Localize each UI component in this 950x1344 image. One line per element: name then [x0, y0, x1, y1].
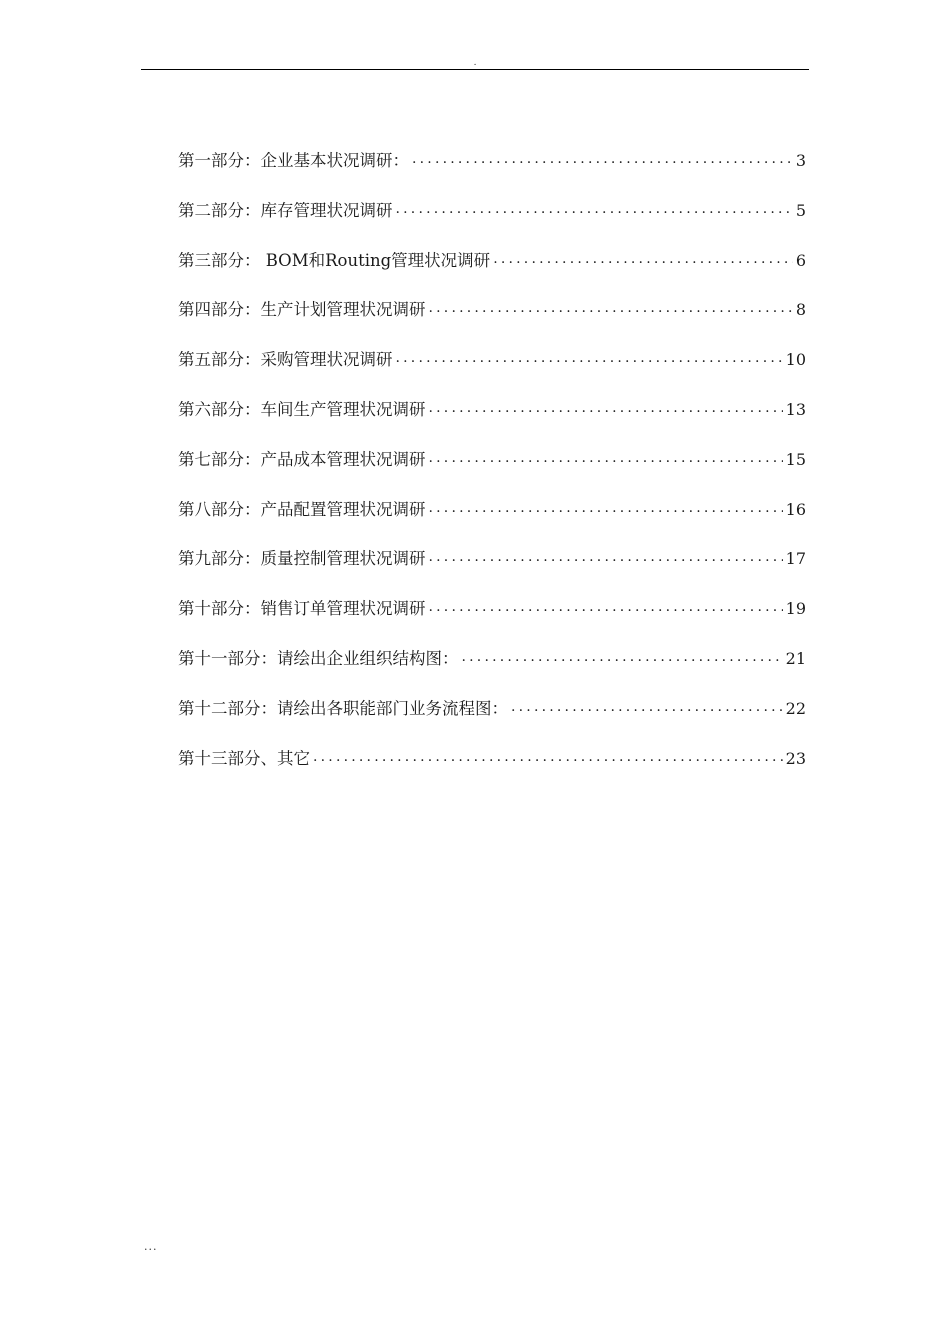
- toc-entry-page: 5: [795, 200, 806, 220]
- toc-entry-title: 第十二部分：请绘出各职能部门业务流程图：: [178, 698, 508, 718]
- toc-entry[interactable]: [178, 545, 806, 595]
- toc-dot-leader: [429, 294, 793, 322]
- toc-entry-title: 第十三部分、其它: [178, 748, 310, 768]
- toc-dot-leader: [313, 743, 783, 771]
- toc-entry-title: 第九部分：质量控制管理状况调研: [178, 549, 426, 569]
- toc-dot-leader: [429, 394, 783, 422]
- toc-entry[interactable]: [178, 645, 806, 695]
- toc-dot-leader: [429, 444, 783, 472]
- toc-entry[interactable]: [178, 346, 806, 396]
- toc-entry-title: 第一部分：企业基本状况调研：: [178, 151, 409, 170]
- toc-entry-title: 第七部分：产品成本管理状况调研: [178, 449, 426, 469]
- toc-entry[interactable]: [178, 296, 806, 346]
- toc-entry-title: 第四部分：生产计划管理状况调研: [178, 300, 426, 320]
- toc-entry-title: 第六部分：车间生产管理状况调研: [178, 399, 426, 419]
- toc-entry-page: 19: [785, 599, 806, 619]
- toc-entry[interactable]: [178, 147, 806, 197]
- toc-entry-page: 8: [795, 300, 806, 320]
- toc-entry[interactable]: [178, 745, 806, 795]
- toc-entry-page: 16: [785, 499, 806, 519]
- toc-entry-page: 23: [785, 748, 806, 768]
- toc-entry[interactable]: [178, 197, 806, 247]
- header-mark: .: [473, 58, 477, 68]
- table-of-contents: [178, 147, 806, 794]
- toc-entry-title: 第二部分：库存管理状况调研: [178, 200, 393, 220]
- toc-dot-leader: [511, 693, 783, 721]
- toc-entry[interactable]: [178, 247, 806, 297]
- toc-entry[interactable]: [178, 695, 806, 745]
- toc-dot-leader: [412, 145, 793, 173]
- toc-entry-title: 第五部分：采购管理状况调研: [178, 350, 393, 370]
- toc-dot-leader: [429, 494, 783, 522]
- toc-entry-page: 6: [795, 250, 806, 270]
- toc-entry[interactable]: [178, 595, 806, 645]
- toc-entry-page: 21: [785, 648, 806, 668]
- toc-dot-leader: [396, 195, 793, 223]
- toc-entry-title: 第八部分：产品配置管理状况调研: [178, 499, 426, 519]
- toc-entry-title: 第十一部分：请绘出企业组织结构图：: [178, 648, 459, 668]
- toc-dot-leader: [429, 593, 783, 621]
- toc-entry[interactable]: [178, 396, 806, 446]
- toc-entry-title: 第十部分：销售订单管理状况调研: [178, 599, 426, 619]
- toc-entry-page: 15: [785, 449, 806, 469]
- toc-entry[interactable]: [178, 496, 806, 546]
- toc-dot-leader: [396, 344, 783, 372]
- toc-dot-leader: [429, 543, 783, 571]
- toc-entry-title: 第三部分： BOM和Routing管理状况调研: [178, 250, 491, 270]
- toc-entry-page: 10: [785, 350, 806, 370]
- footer-mark: ...: [144, 1240, 158, 1253]
- header-rule: [141, 69, 809, 70]
- toc-dot-leader: [462, 643, 783, 671]
- toc-dot-leader: [493, 245, 793, 273]
- toc-entry-page: 3: [795, 151, 806, 170]
- toc-entry-page: 17: [785, 549, 806, 569]
- toc-entry[interactable]: [178, 446, 806, 496]
- toc-entry-page: 22: [785, 698, 806, 718]
- toc-entry-page: 13: [785, 399, 806, 419]
